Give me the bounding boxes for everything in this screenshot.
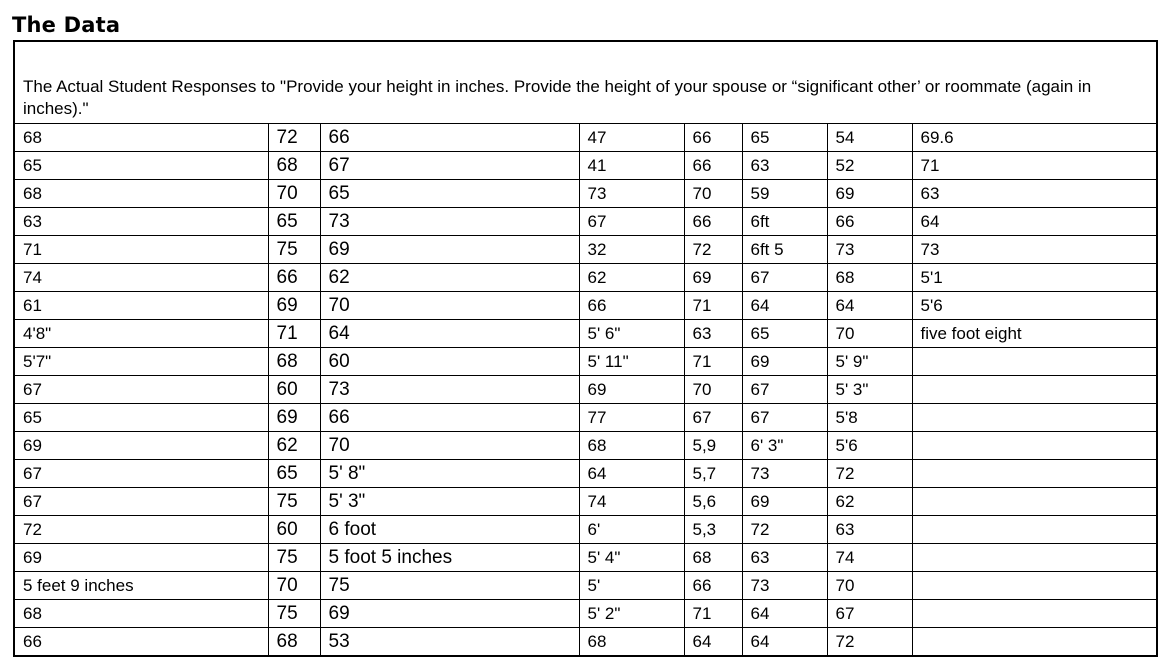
table-cell: 63: [912, 180, 1157, 208]
table-row: [14, 264, 1157, 292]
table-cell: 67: [14, 460, 268, 488]
table-cell: 75: [268, 488, 320, 516]
table-cell: 69: [684, 264, 742, 292]
table-cell: 75: [268, 236, 320, 264]
table-cell: 66: [684, 124, 742, 152]
table-cell: 65: [742, 124, 827, 152]
table-cell: 68: [14, 180, 268, 208]
table-cell: 65: [14, 152, 268, 180]
table-row: [14, 488, 1157, 516]
table-cell: 66: [320, 124, 579, 152]
table-cell: 66: [579, 292, 684, 320]
table-cell: 68: [268, 152, 320, 180]
table-cell: 69: [827, 180, 912, 208]
table-cell: 72: [742, 516, 827, 544]
table-cell: 5,6: [684, 488, 742, 516]
table-cell: 69: [14, 432, 268, 460]
table-cell: 75: [320, 572, 579, 600]
table-cell: 73: [827, 236, 912, 264]
table-cell: 70: [684, 180, 742, 208]
table-cell: 68: [579, 628, 684, 657]
table-row: [14, 348, 1157, 376]
table-cell: 5,3: [684, 516, 742, 544]
table-cell: 68: [684, 544, 742, 572]
table-row: [14, 460, 1157, 488]
table-cell: 64: [684, 628, 742, 657]
table-cell: 67: [742, 264, 827, 292]
table-cell: 5'7": [14, 348, 268, 376]
table-cell: 5' 8": [320, 460, 579, 488]
table-cell: 5' 3": [320, 488, 579, 516]
table-cell: 71: [268, 320, 320, 348]
table-cell: [912, 572, 1157, 600]
table-row: [14, 544, 1157, 572]
table-cell: 54: [827, 124, 912, 152]
table-cell: [912, 600, 1157, 628]
table-cell: 74: [827, 544, 912, 572]
table-cell: 69: [320, 600, 579, 628]
table-cell: 41: [579, 152, 684, 180]
table-cell: 77: [579, 404, 684, 432]
table-cell: 72: [827, 460, 912, 488]
table-cell: 5' 9": [827, 348, 912, 376]
table-cell: [912, 516, 1157, 544]
table-cell: 6ft: [742, 208, 827, 236]
table-cell: 72: [684, 236, 742, 264]
table-cell: 66: [684, 572, 742, 600]
table-cell: 68: [14, 124, 268, 152]
table-cell: 63: [684, 320, 742, 348]
table-cell: 73: [320, 376, 579, 404]
table-cell: 67: [742, 376, 827, 404]
table-cell: 66: [320, 404, 579, 432]
table-cell: [912, 544, 1157, 572]
table-cell: 67: [320, 152, 579, 180]
table-cell: 73: [912, 236, 1157, 264]
table-cell: 73: [579, 180, 684, 208]
table-cell: [912, 432, 1157, 460]
table-row: [14, 572, 1157, 600]
table-cell: 73: [742, 572, 827, 600]
table-row: [14, 432, 1157, 460]
table-cell: 6 foot: [320, 516, 579, 544]
table-cell: 5'1: [912, 264, 1157, 292]
table-cell: 5' 11": [579, 348, 684, 376]
table-body: [14, 124, 1157, 657]
table-cell: 69: [579, 376, 684, 404]
table-cell: 75: [268, 544, 320, 572]
table-cell: 68: [579, 432, 684, 460]
table-cell: 71: [14, 236, 268, 264]
table-row: [14, 152, 1157, 180]
table-cell: [912, 404, 1157, 432]
table-cell: 69: [268, 404, 320, 432]
table-cell: 65: [320, 180, 579, 208]
table-cell: 60: [320, 348, 579, 376]
table-cell: 66: [268, 264, 320, 292]
table-cell: 72: [14, 516, 268, 544]
table-row: [14, 208, 1157, 236]
table-cell: 6': [579, 516, 684, 544]
table-cell: 74: [14, 264, 268, 292]
table-cell: 64: [827, 292, 912, 320]
table-cell: 5': [579, 572, 684, 600]
table-cell: 63: [742, 152, 827, 180]
table-cell: 65: [742, 320, 827, 348]
student-height-data-table: [13, 40, 1158, 657]
table-cell: 67: [14, 376, 268, 404]
table-cell: 70: [320, 292, 579, 320]
table-cell: 5'8: [827, 404, 912, 432]
table-cell: 61: [14, 292, 268, 320]
table-cell: 67: [742, 404, 827, 432]
table-row: [14, 124, 1157, 152]
table-cell: 5' 4": [579, 544, 684, 572]
table-row: [14, 180, 1157, 208]
table-cell: 60: [268, 516, 320, 544]
table-cell: 66: [684, 152, 742, 180]
table-cell: 66: [827, 208, 912, 236]
table-cell: 69: [268, 292, 320, 320]
table-cell: 72: [827, 628, 912, 657]
table-cell: 67: [579, 208, 684, 236]
table-cell: 70: [268, 572, 320, 600]
table-cell: 6' 3": [742, 432, 827, 460]
table-cell: 73: [320, 208, 579, 236]
table-cell: 52: [827, 152, 912, 180]
table-cell: 69: [742, 488, 827, 516]
table-cell: 5,7: [684, 460, 742, 488]
table-cell: 6ft 5: [742, 236, 827, 264]
table-cell: 70: [684, 376, 742, 404]
table-cell: 70: [320, 432, 579, 460]
table-row: [14, 600, 1157, 628]
table-row: [14, 376, 1157, 404]
table-cell: 65: [268, 208, 320, 236]
table-cell: 71: [684, 348, 742, 376]
table-cell: 69: [742, 348, 827, 376]
table-cell: [912, 348, 1157, 376]
table-cell: 69: [14, 544, 268, 572]
table-cell: 68: [14, 600, 268, 628]
table-row: [14, 516, 1157, 544]
table-cell: [912, 376, 1157, 404]
table-cell: 62: [268, 432, 320, 460]
table-cell: 5,9: [684, 432, 742, 460]
table-cell: 71: [684, 292, 742, 320]
table-row: [14, 236, 1157, 264]
table-cell: 70: [827, 320, 912, 348]
table-cell: [912, 628, 1157, 657]
table-row: [14, 292, 1157, 320]
table-cell: 62: [827, 488, 912, 516]
table-cell: 64: [912, 208, 1157, 236]
table-cell: five foot eight: [912, 320, 1157, 348]
table-cell: 71: [912, 152, 1157, 180]
table-cell: 59: [742, 180, 827, 208]
table-cell: 64: [320, 320, 579, 348]
table-cell: 74: [579, 488, 684, 516]
table-cell: 72: [268, 124, 320, 152]
table-row: [14, 404, 1157, 432]
table-header-row: [14, 41, 1157, 124]
table-cell: 65: [268, 460, 320, 488]
table-cell: 66: [14, 628, 268, 657]
table-cell: 5'6: [912, 292, 1157, 320]
table-cell: 73: [742, 460, 827, 488]
table-cell: 64: [742, 600, 827, 628]
table-cell: 5 feet 9 inches: [14, 572, 268, 600]
table-cell: 67: [14, 488, 268, 516]
table-cell: 70: [827, 572, 912, 600]
table-cell: 68: [268, 628, 320, 657]
table-cell: 69.6: [912, 124, 1157, 152]
table-cell: 71: [684, 600, 742, 628]
table-cell: 60: [268, 376, 320, 404]
page-title: The Data: [12, 13, 121, 37]
table-cell: 5'6: [827, 432, 912, 460]
table-cell: 66: [684, 208, 742, 236]
table-cell: 53: [320, 628, 579, 657]
table-cell: [912, 460, 1157, 488]
table-cell: 62: [320, 264, 579, 292]
table-cell: 70: [268, 180, 320, 208]
table-row: [14, 628, 1157, 657]
table-cell: 5 foot 5 inches: [320, 544, 579, 572]
table-cell: 67: [827, 600, 912, 628]
table-cell: 67: [684, 404, 742, 432]
table-cell: 5' 3": [827, 376, 912, 404]
table-cell: 75: [268, 600, 320, 628]
table-cell: 32: [579, 236, 684, 264]
table-row: [14, 320, 1157, 348]
table-cell: 68: [268, 348, 320, 376]
table-cell: 68: [827, 264, 912, 292]
table-cell: 63: [827, 516, 912, 544]
table-cell: 63: [14, 208, 268, 236]
table-cell: 65: [14, 404, 268, 432]
table-cell: 5' 2": [579, 600, 684, 628]
table-cell: 5' 6": [579, 320, 684, 348]
table-cell: 63: [742, 544, 827, 572]
table-cell: 64: [579, 460, 684, 488]
table-cell: 69: [320, 236, 579, 264]
table-header-text: The Actual Student Responses to "Provide your height in inches. Provide the height of your spouse or “significant other’ or roommate (again in inches).": [14, 41, 1157, 124]
table-cell: 64: [742, 628, 827, 657]
table-cell: 4'8": [14, 320, 268, 348]
table-cell: 47: [579, 124, 684, 152]
table-cell: 64: [742, 292, 827, 320]
table-cell: 62: [579, 264, 684, 292]
table-cell: [912, 488, 1157, 516]
